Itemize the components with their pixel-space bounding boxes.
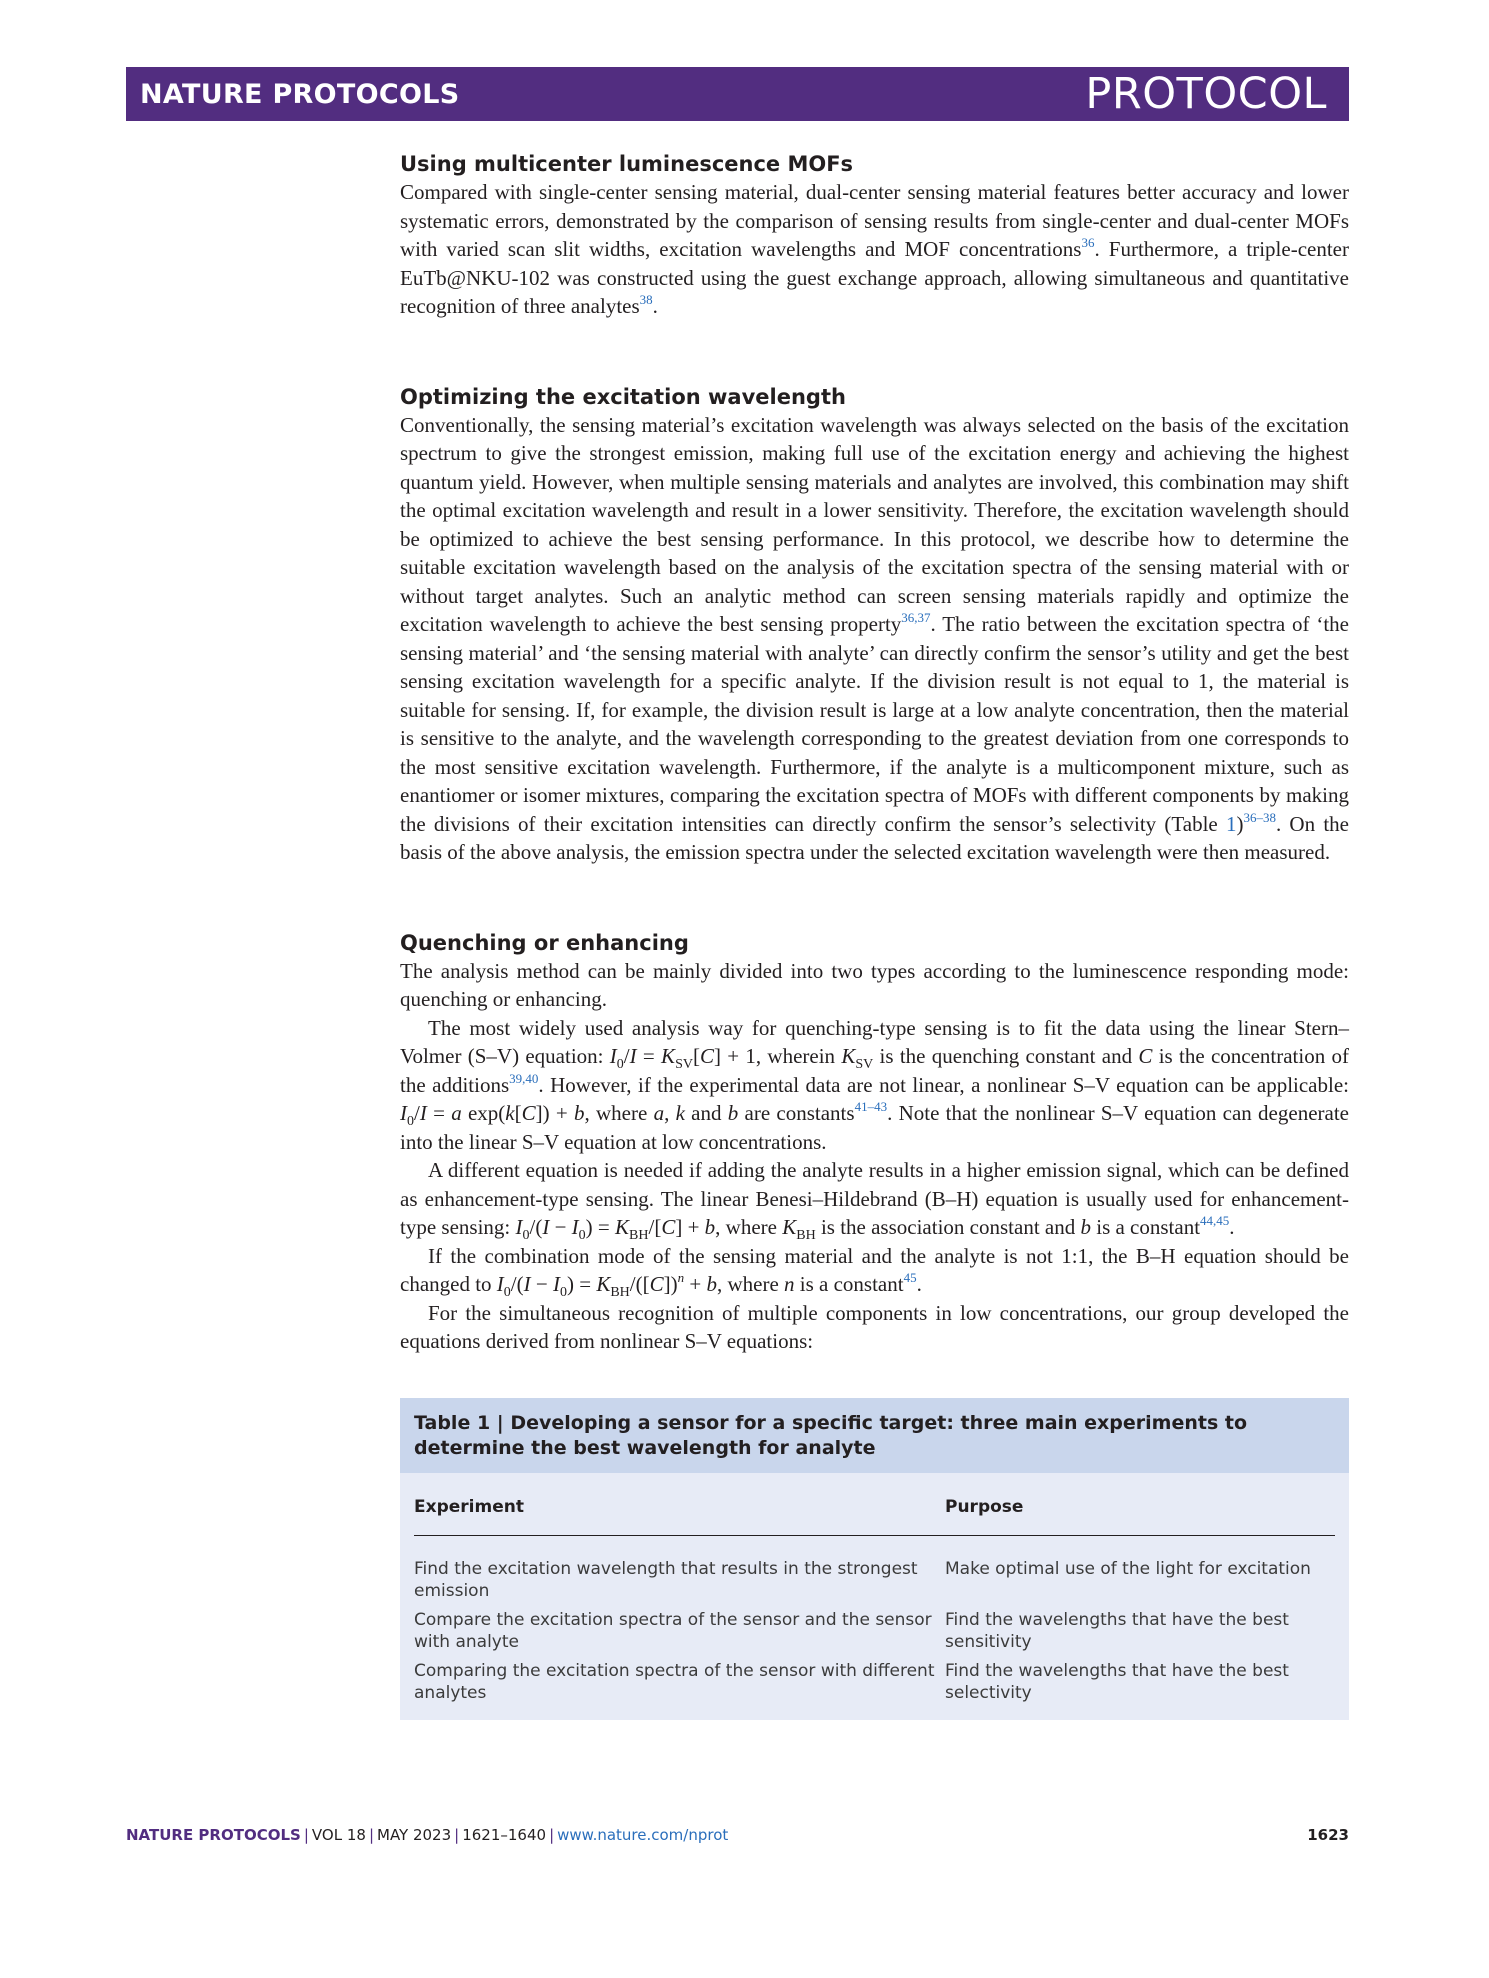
footer-volume: VOL 18 [311, 1826, 366, 1844]
reference-link[interactable]: 45 [903, 1270, 917, 1285]
journal-header-bar [126, 67, 1349, 121]
table-row [414, 1558, 1335, 1602]
equation: $I_0/(I - I_0) = K_{BH}/([C])^n + b$, where n [496, 1270, 795, 1301]
footer-journal: NATURE PROTOCOLS [126, 1826, 301, 1844]
equation: $I_0/(I - I_0) = K_{BH}/[C] + b$, where $K_{BH}$ [515, 1215, 816, 1244]
table-cell: Find the wavelengths that have the best selectivity [945, 1660, 1289, 1703]
table-cell: Find the excitation wavelength that results in the strongest emission [414, 1558, 918, 1601]
reference-link[interactable]: 44,45 [1200, 1213, 1230, 1228]
paragraph: The most widely used analysis way for quenching-type sensing is to fit the data using the linear Stern–Volmer (S–V) equation: $I_0/I = K_{SV}[C] + 1$, wherein $K_{SV}$ is the quenching constant and C is the concentration of the additions$^{39,40}$. However, if the experimental data are not linear, a nonlinear S–V equation can be applicable: $I_0/I = a$ exp(k[C]) + b, where a, k and b are constants$^{41-43}$. Note that the nonlinear S–V equation can degenerate into the linear S–V equation at low concentrations. [400, 1015, 1350, 1154]
column-header-experiment: Experiment [414, 1496, 524, 1517]
table-link[interactable]: 1 [1225, 811, 1237, 836]
table-label: Table 1 | [414, 1411, 511, 1434]
footer-date: MAY 2023 [377, 1826, 452, 1844]
column-header-purpose: Purpose [945, 1496, 1024, 1517]
reference-link[interactable]: 39,40 [509, 1070, 539, 1086]
reference-link[interactable]: 38 [639, 292, 653, 307]
paragraph: The analysis method can be mainly divided into two types according to the luminescence responding mode: quenching or enhancing. [400, 958, 1349, 1011]
table-cell: Find the wavelengths that have the best sensitivity [945, 1609, 1289, 1652]
section-excitation [400, 383, 1349, 867]
table-row [414, 1660, 1335, 1704]
reference-link[interactable]: 36 [1081, 235, 1095, 250]
reference-link[interactable]: 36–38 [1243, 809, 1276, 825]
page-footer [126, 1826, 1349, 1844]
equation: $I_0/I = a$ exp(k[C]) + b, where a, k [400, 1101, 685, 1130]
paragraph: Conventionally, the sensing material’s excitation wavelength was always selected on the basis of the excitation spectrum to give the strongest emission, making full use of the excitation energy and achieving the highest quantum yield. However, when multiple sensing materials and analytes are involved, this combination may shift the optimal excitation wavelength and result in a lower sensitivity. Therefore, the excitation wavelength should be optimized to achieve the best sensing performance. In this protocol, we describe how to determine the suitable excitation wavelength based on the analysis of the excitation spectra of the sensing material with or without target analytes. Such an analytic method can screen sensing materials rapidly and optimize the excitation wavelength to achieve the best sensing property$^{36,37}$. The ratio between the excitation spectra of ‘the sensing material’ and ‘the sensing material with analyte’ can directly confirm the sensor’s utility and get the best sensing excitation wavelength for a specific analyte. If the division result is not equal to 1, the material is suitable for sensing. If, for example, the division result is large at a low analyte concentration, then the material is sensitive to the analyte, and the wavelength corresponding to the greatest deviation from one corresponds to the most sensitive excitation wavelength. Furthermore, if the analyte is a multicomponent mixture, such as enantiomer or isomer mixtures, comparing the excitation spectra of MOFs with different components by making the divisions of their excitation intensities can directly confirm the sensor’s selectivity (Table 1)$^{36-38}$. On the basis of the above analysis, the emission spectra under the selected excitation wavelength were then measured. [400, 412, 1349, 864]
table-cell: Comparing the excitation spectra of the sensor with different analytes [414, 1660, 935, 1703]
journal-name: NATURE PROTOCOLS [140, 78, 460, 110]
paragraph: If the combination mode of the sensing material and the analyte is not 1:1, the B–H equation should be changed to $I_0/(I - I_0) = K_{BH}/([C])^n + b$, where n is a constant$^{45}$. [400, 1243, 1349, 1301]
section-multicenter [400, 150, 1349, 321]
reference-link[interactable]: 36,37 [901, 610, 931, 625]
footer-citation: NATURE PROTOCOLS | VOL 18 | MAY 2023 | 1621–1640 | www.nature.com/nprot [126, 1826, 729, 1844]
table-cell: Make optimal use of the light for excitation [945, 1558, 1311, 1579]
main-content [400, 150, 1349, 1720]
table-row [414, 1609, 1335, 1653]
table-1 [400, 1398, 1349, 1720]
section-heading: Quenching or enhancing [400, 930, 689, 955]
footer-pages: 1621–1640 [462, 1826, 547, 1844]
section-heading: Optimizing the excitation wavelength [400, 384, 846, 409]
equation: $I_0/I = K_{SV}[C] + 1$, wherein $K_{SV}$ [609, 1044, 874, 1073]
table-cell: Compare the excitation spectra of the sensor and the sensor with analyte [414, 1609, 932, 1652]
table-caption [400, 1398, 1349, 1473]
section-heading: Using multicenter luminescence MOFs [400, 152, 854, 176]
footer-url-link[interactable]: www.nature.com/nprot [557, 1826, 729, 1844]
section-quenching [400, 929, 1349, 1356]
article-type: PROTOCOL [1085, 69, 1327, 119]
page-number: 1623 [1307, 1826, 1349, 1844]
table-header-row [414, 1473, 1335, 1536]
table-title: Developing a sensor for a specific target: three main experiments to determine the best wavelength for analyte [414, 1411, 1248, 1459]
paragraph: Compared with single-center sensing material, dual-center sensing material features better accuracy and lower systematic errors, demonstrated by the comparison of sensing results from single-center and dual-center MOFs with varied scan slit widths, excitation wavelengths and MOF concentrations$^{36}$. Furthermore, a triple-center EuTb@NKU-102 was constructed using the guest exchange approach, allowing simultaneous and quantitative recognition of three analytes$^{38}$. [400, 180, 1349, 318]
paragraph: For the simultaneous recognition of multiple components in low concentrations, our group developed the equations derived from nonlinear S–V equations: [400, 1300, 1349, 1353]
reference-link[interactable]: 41–43 [854, 1099, 888, 1114]
paragraph: A different equation is needed if adding the analyte results in a higher emission signal, which can be defined as enhancement-type sensing. The linear Benesi–Hildebrand (B–H) equation is usually used for enhancement-type sensing: $I_0/(I - I_0) = K_{BH}/[C] + b$, where $K_{BH}$ is the association constant and b is a constant$^{44,45}$. [400, 1158, 1349, 1244]
